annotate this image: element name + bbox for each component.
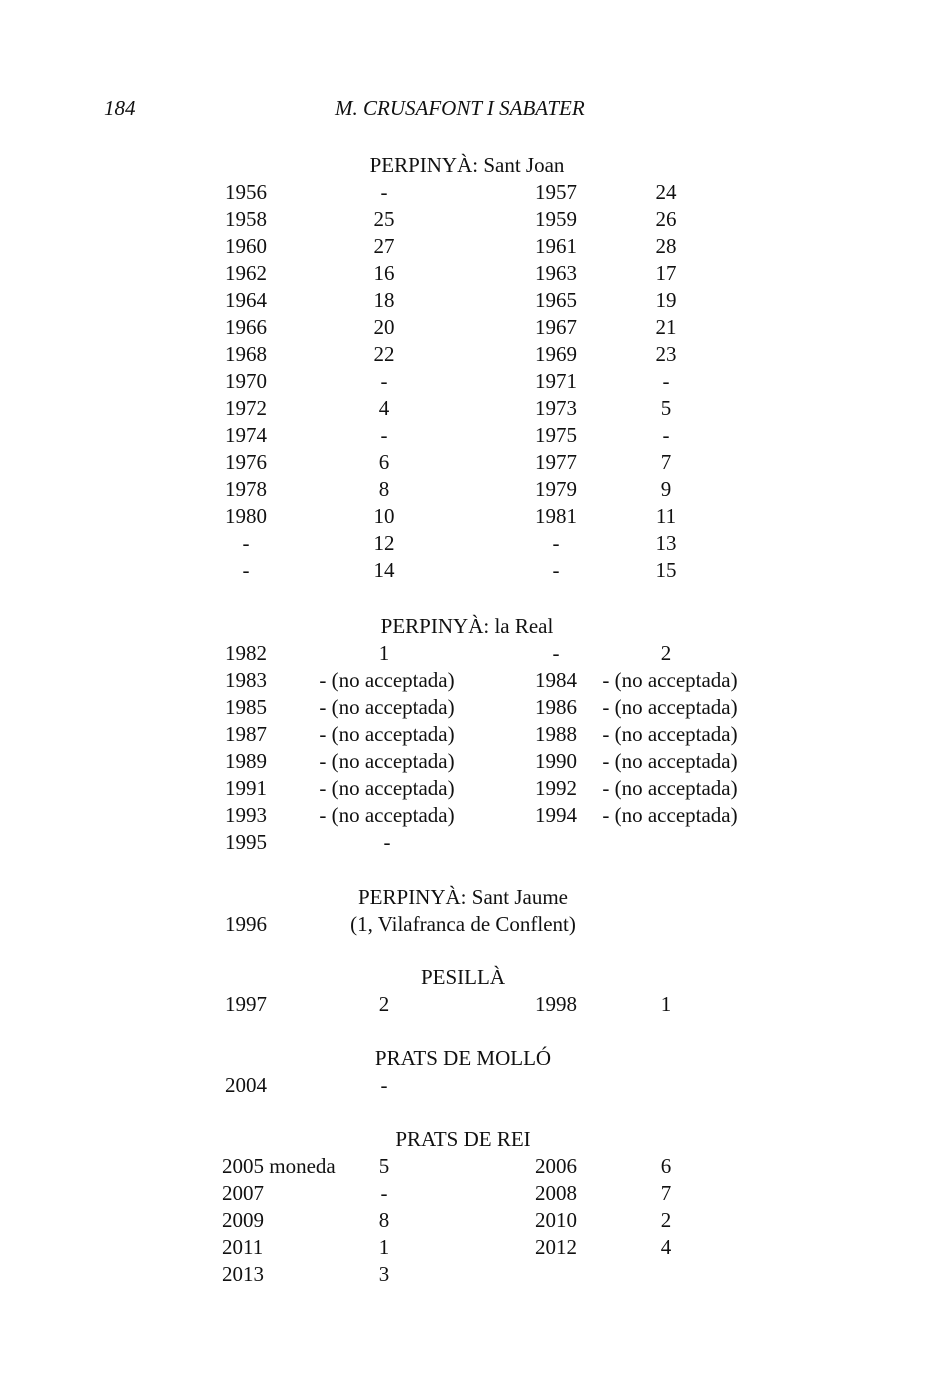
- value-cell: 12: [373, 531, 395, 555]
- year-cell: 1989: [225, 749, 267, 773]
- year-cell: 1967: [535, 315, 577, 339]
- year-cell: 1969: [535, 342, 577, 366]
- year-cell: 1964: [225, 288, 267, 312]
- section-title: PRATS DE MOLLÓ: [374, 1046, 552, 1070]
- table-prats-de-rei-first: [0, 1156, 926, 1183]
- page-header: [0, 98, 926, 124]
- table-row: [0, 371, 926, 398]
- note-text: (1, Vilafranca de Conflent): [350, 912, 576, 936]
- section-title: PERPINYÀ: la Real: [380, 614, 554, 638]
- value-cell: - (no acceptada): [602, 722, 738, 746]
- value-cell: 7: [660, 450, 672, 474]
- value-cell: 28: [655, 234, 677, 258]
- table-row: [0, 506, 926, 533]
- year-cell: 1970: [225, 369, 267, 393]
- value-cell: - (no acceptada): [319, 668, 455, 692]
- year-cell: 1998: [535, 992, 577, 1016]
- year-cell: 1990: [535, 749, 577, 773]
- table-row: [0, 1210, 926, 1237]
- table-sant-joan: [0, 182, 926, 587]
- year-cell: 1966: [225, 315, 267, 339]
- value-cell: 18: [373, 288, 395, 312]
- year-cell: -: [552, 531, 560, 555]
- table-prats-de-mollo: [0, 1075, 926, 1102]
- table-row: [0, 236, 926, 263]
- value-cell: 16: [373, 261, 395, 285]
- value-cell: - (no acceptada): [602, 803, 738, 827]
- value-cell: 6: [378, 450, 390, 474]
- table-row: [0, 1237, 926, 1264]
- value-cell: -: [380, 369, 388, 393]
- value-cell: -: [380, 1073, 388, 1097]
- value-cell: 15: [655, 558, 677, 582]
- year-cell: 2009: [222, 1208, 264, 1232]
- value-cell: -: [662, 423, 670, 447]
- value-cell: 11: [655, 504, 677, 528]
- table-row: [0, 1264, 926, 1291]
- table-row: [0, 290, 926, 317]
- year-cell: 1994: [535, 803, 577, 827]
- page-number: 184: [104, 96, 136, 120]
- section-title: PRATS DE REI: [395, 1127, 531, 1151]
- table-row: [0, 452, 926, 479]
- year-cell: 1984: [535, 668, 577, 692]
- year-cell: 1972: [225, 396, 267, 420]
- table-row: [0, 697, 926, 724]
- value-cell: -: [383, 830, 391, 854]
- section-title: PERPINYÀ: Sant Joan: [369, 153, 565, 177]
- year-cell: -: [242, 531, 250, 555]
- year-cell: 1962: [225, 261, 267, 285]
- table-row: [0, 914, 926, 941]
- running-title: M. CRUSAFONT I SABATER: [335, 96, 585, 120]
- year-cell: 2006: [535, 1154, 577, 1178]
- year-cell: 1983: [225, 668, 267, 692]
- value-cell: - (no acceptada): [319, 722, 455, 746]
- value-cell: - (no acceptada): [602, 695, 738, 719]
- year-cell: 1965: [535, 288, 577, 312]
- value-cell: 3: [378, 1262, 390, 1286]
- value-cell: 2: [660, 641, 672, 665]
- value-cell: - (no acceptada): [602, 668, 738, 692]
- value-cell: 6: [660, 1154, 672, 1178]
- value-cell: 13: [655, 531, 677, 555]
- year-cell: 1985: [225, 695, 267, 719]
- year-cell: 1986: [535, 695, 577, 719]
- value-cell: 19: [655, 288, 677, 312]
- year-cell: 1974: [225, 423, 267, 447]
- year-cell: 1975: [535, 423, 577, 447]
- year-cell: 1957: [535, 180, 577, 204]
- value-cell: 27: [373, 234, 395, 258]
- value-cell: 20: [373, 315, 395, 339]
- table-row: [0, 263, 926, 290]
- value-cell: 26: [655, 207, 677, 231]
- year-cell: 1968: [225, 342, 267, 366]
- table-row: [0, 1075, 926, 1102]
- table-row: [0, 994, 926, 1021]
- year-cell: 1996: [225, 912, 267, 936]
- value-cell: 4: [378, 396, 390, 420]
- table-row: [0, 398, 926, 425]
- year-cell: 1963: [535, 261, 577, 285]
- value-cell: 8: [378, 477, 390, 501]
- table-row: [0, 805, 926, 832]
- year-cell: -: [552, 641, 560, 665]
- year-cell: 1979: [535, 477, 577, 501]
- year-cell: 1995: [225, 830, 267, 854]
- table-row: [0, 479, 926, 506]
- value-cell: 17: [655, 261, 677, 285]
- value-cell: -: [380, 423, 388, 447]
- section-title: PERPINYÀ: Sant Jaume: [358, 885, 568, 909]
- year-cell: 2011: [222, 1235, 264, 1259]
- year-cell: 1958: [225, 207, 267, 231]
- value-cell: 24: [655, 180, 677, 204]
- value-cell: - (no acceptada): [602, 776, 738, 800]
- year-cell: 2010: [535, 1208, 577, 1232]
- year-cell: 1982: [225, 641, 267, 665]
- value-cell: 1: [378, 641, 390, 665]
- table-prats-de-rei: [0, 1183, 926, 1291]
- year-cell: 2013: [222, 1262, 264, 1286]
- year-cell: 2008: [535, 1181, 577, 1205]
- year-cell: 1991: [225, 776, 267, 800]
- table-row: [0, 344, 926, 371]
- value-cell: -: [662, 369, 670, 393]
- year-cell: 1993: [225, 803, 267, 827]
- year-cell: 1973: [535, 396, 577, 420]
- table-row: [0, 182, 926, 209]
- table-row: [0, 425, 926, 452]
- value-cell: 2: [378, 992, 390, 1016]
- table-row: [0, 751, 926, 778]
- value-cell: 8: [378, 1208, 390, 1232]
- value-cell: 1: [660, 992, 672, 1016]
- year-cell: 1960: [225, 234, 267, 258]
- value-cell: 5: [378, 1154, 390, 1178]
- value-cell: 25: [373, 207, 395, 231]
- table-row: [0, 670, 926, 697]
- year-cell: -: [242, 558, 250, 582]
- year-cell: 1987: [225, 722, 267, 746]
- table-row: [0, 317, 926, 344]
- value-cell: -: [380, 1181, 388, 1205]
- value-cell: 4: [660, 1235, 672, 1259]
- table-la-real-first: [0, 643, 926, 670]
- year-cell: 2005 moneda: [222, 1154, 336, 1178]
- year-cell: 1961: [535, 234, 577, 258]
- year-cell: 1981: [535, 504, 577, 528]
- value-cell: 23: [655, 342, 677, 366]
- year-cell: 1971: [535, 369, 577, 393]
- value-cell: - (no acceptada): [319, 803, 455, 827]
- value-cell: - (no acceptada): [319, 776, 455, 800]
- value-cell: 2: [660, 1208, 672, 1232]
- year-cell: 1977: [535, 450, 577, 474]
- value-cell: 1: [378, 1235, 390, 1259]
- value-cell: 10: [373, 504, 395, 528]
- table-row: [0, 560, 926, 587]
- value-cell: 9: [660, 477, 672, 501]
- year-cell: 1956: [225, 180, 267, 204]
- value-cell: 22: [373, 342, 395, 366]
- year-cell: 2012: [535, 1235, 577, 1259]
- year-cell: 1988: [535, 722, 577, 746]
- value-cell: 7: [660, 1181, 672, 1205]
- year-cell: 1978: [225, 477, 267, 501]
- year-cell: 2004: [225, 1073, 267, 1097]
- table-la-real: [0, 670, 926, 859]
- table-row: [0, 778, 926, 805]
- year-cell: -: [552, 558, 560, 582]
- year-cell: 1992: [535, 776, 577, 800]
- value-cell: - (no acceptada): [602, 749, 738, 773]
- value-cell: 14: [373, 558, 395, 582]
- year-cell: 1976: [225, 450, 267, 474]
- section-title: PESILLÀ: [421, 965, 505, 989]
- value-cell: -: [380, 180, 388, 204]
- value-cell: - (no acceptada): [319, 695, 455, 719]
- table-row: [0, 209, 926, 236]
- year-cell: 1997: [225, 992, 267, 1016]
- table-row: [0, 832, 926, 859]
- table-pesilla: [0, 994, 926, 1021]
- year-cell: 1980: [225, 504, 267, 528]
- table-row: [0, 1183, 926, 1210]
- value-cell: 5: [660, 396, 672, 420]
- value-cell: 21: [655, 315, 677, 339]
- year-cell: 2007: [222, 1181, 264, 1205]
- table-row: [0, 643, 926, 670]
- year-cell: 1959: [535, 207, 577, 231]
- table-row: [0, 1156, 926, 1183]
- table-row: [0, 533, 926, 560]
- table-row: [0, 724, 926, 751]
- value-cell: - (no acceptada): [319, 749, 455, 773]
